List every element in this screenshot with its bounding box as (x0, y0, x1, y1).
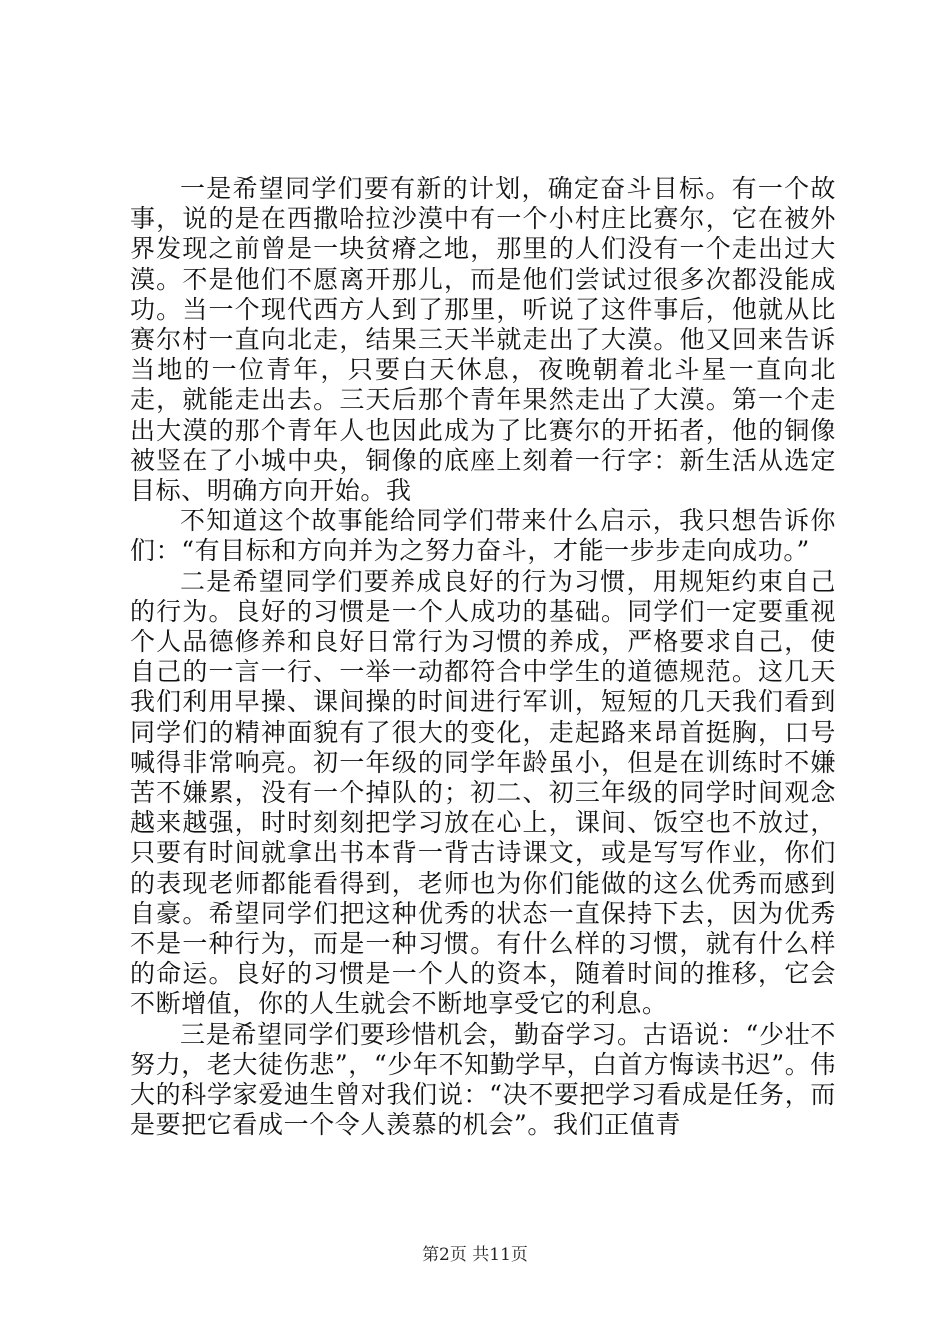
paragraph-story-moral: 不知道这个故事能给同学们带来什么启示，我只想告诉你们：“有目标和方向并为之努力奋斗，才能一步步走向成功。” (130, 506, 836, 566)
paragraph-study: 三是希望同学们要珍惜机会，勤奋学习。古语说：“少壮不努力，老大徒伤悲”，“少年不知勤学早，白首方悔读书迟”。伟大的科学家爱迪生曾对我们说：“决不要把学习看成是任务，而是要把它看成一个令人羡慕的机会”。我们正值青 (130, 1019, 836, 1140)
body-text (130, 174, 836, 1141)
paragraph-habits: 二是希望同学们要养成良好的行为习惯，用规矩约束自己的行为。良好的习惯是一个人成功的基础。同学们一定要重视个人品德修养和良好日常行为习惯的养成，严格要求自己，使自己的一言一行、一举一动都符合中学生的道德规范。这几天我们利用早操、课间操的时间进行军训，短短的几天我们看到同学们的精神面貌有了很大的变化，走起路来昂首挺胸，口号喊得非常响亮。初一年级的同学年龄虽小，但是在训练时不嫌苦不嫌累，没有一个掉队的；初二、初三年级的同学时间观念越来越强，时时刻刻把学习放在心上，课间、饭空也不放过，只要有时间就拿出书本背一背古诗课文，或是写写作业，你们的表现老师都能看得到，老师也为你们能做的这么优秀而感到自豪。希望同学们把这种优秀的状态一直保持下去，因为优秀不是一种行为，而是一种习惯。有什么样的习惯，就有什么样的命运。良好的习惯是一个人的资本，随着时间的推移，它会不断增值，你的人生就会不断地享受它的利息。 (130, 566, 836, 1019)
paragraph-goal: 一是希望同学们要有新的计划，确定奋斗目标。有一个故事，说的是在西撒哈拉沙漠中有一个小村庄比赛尔，它在被外界发现之前曾是一块贫瘠之地，那里的人们没有一个走出过大漠。不是他们不愿离开那儿，而是他们尝试过很多次都没能成功。当一个现代西方人到了那里，听说了这件事后，他就从比赛尔村一直向北走，结果三天半就走出了大漠。他又回来告诉当地的一位青年，只要白天休息，夜晚朝着北斗星一直向北走，就能走出去。三天后那个青年果然走出了大漠。第一个走出大漠的那个青年人也因此成为了比赛尔的开拓者，他的铜像被竖在了小城中央，铜像的底座上刻着一行字：新生活从选定目标、明确方向开始。我 (130, 174, 836, 506)
page-number-footer: 第2页 共11页 (422, 1245, 528, 1265)
